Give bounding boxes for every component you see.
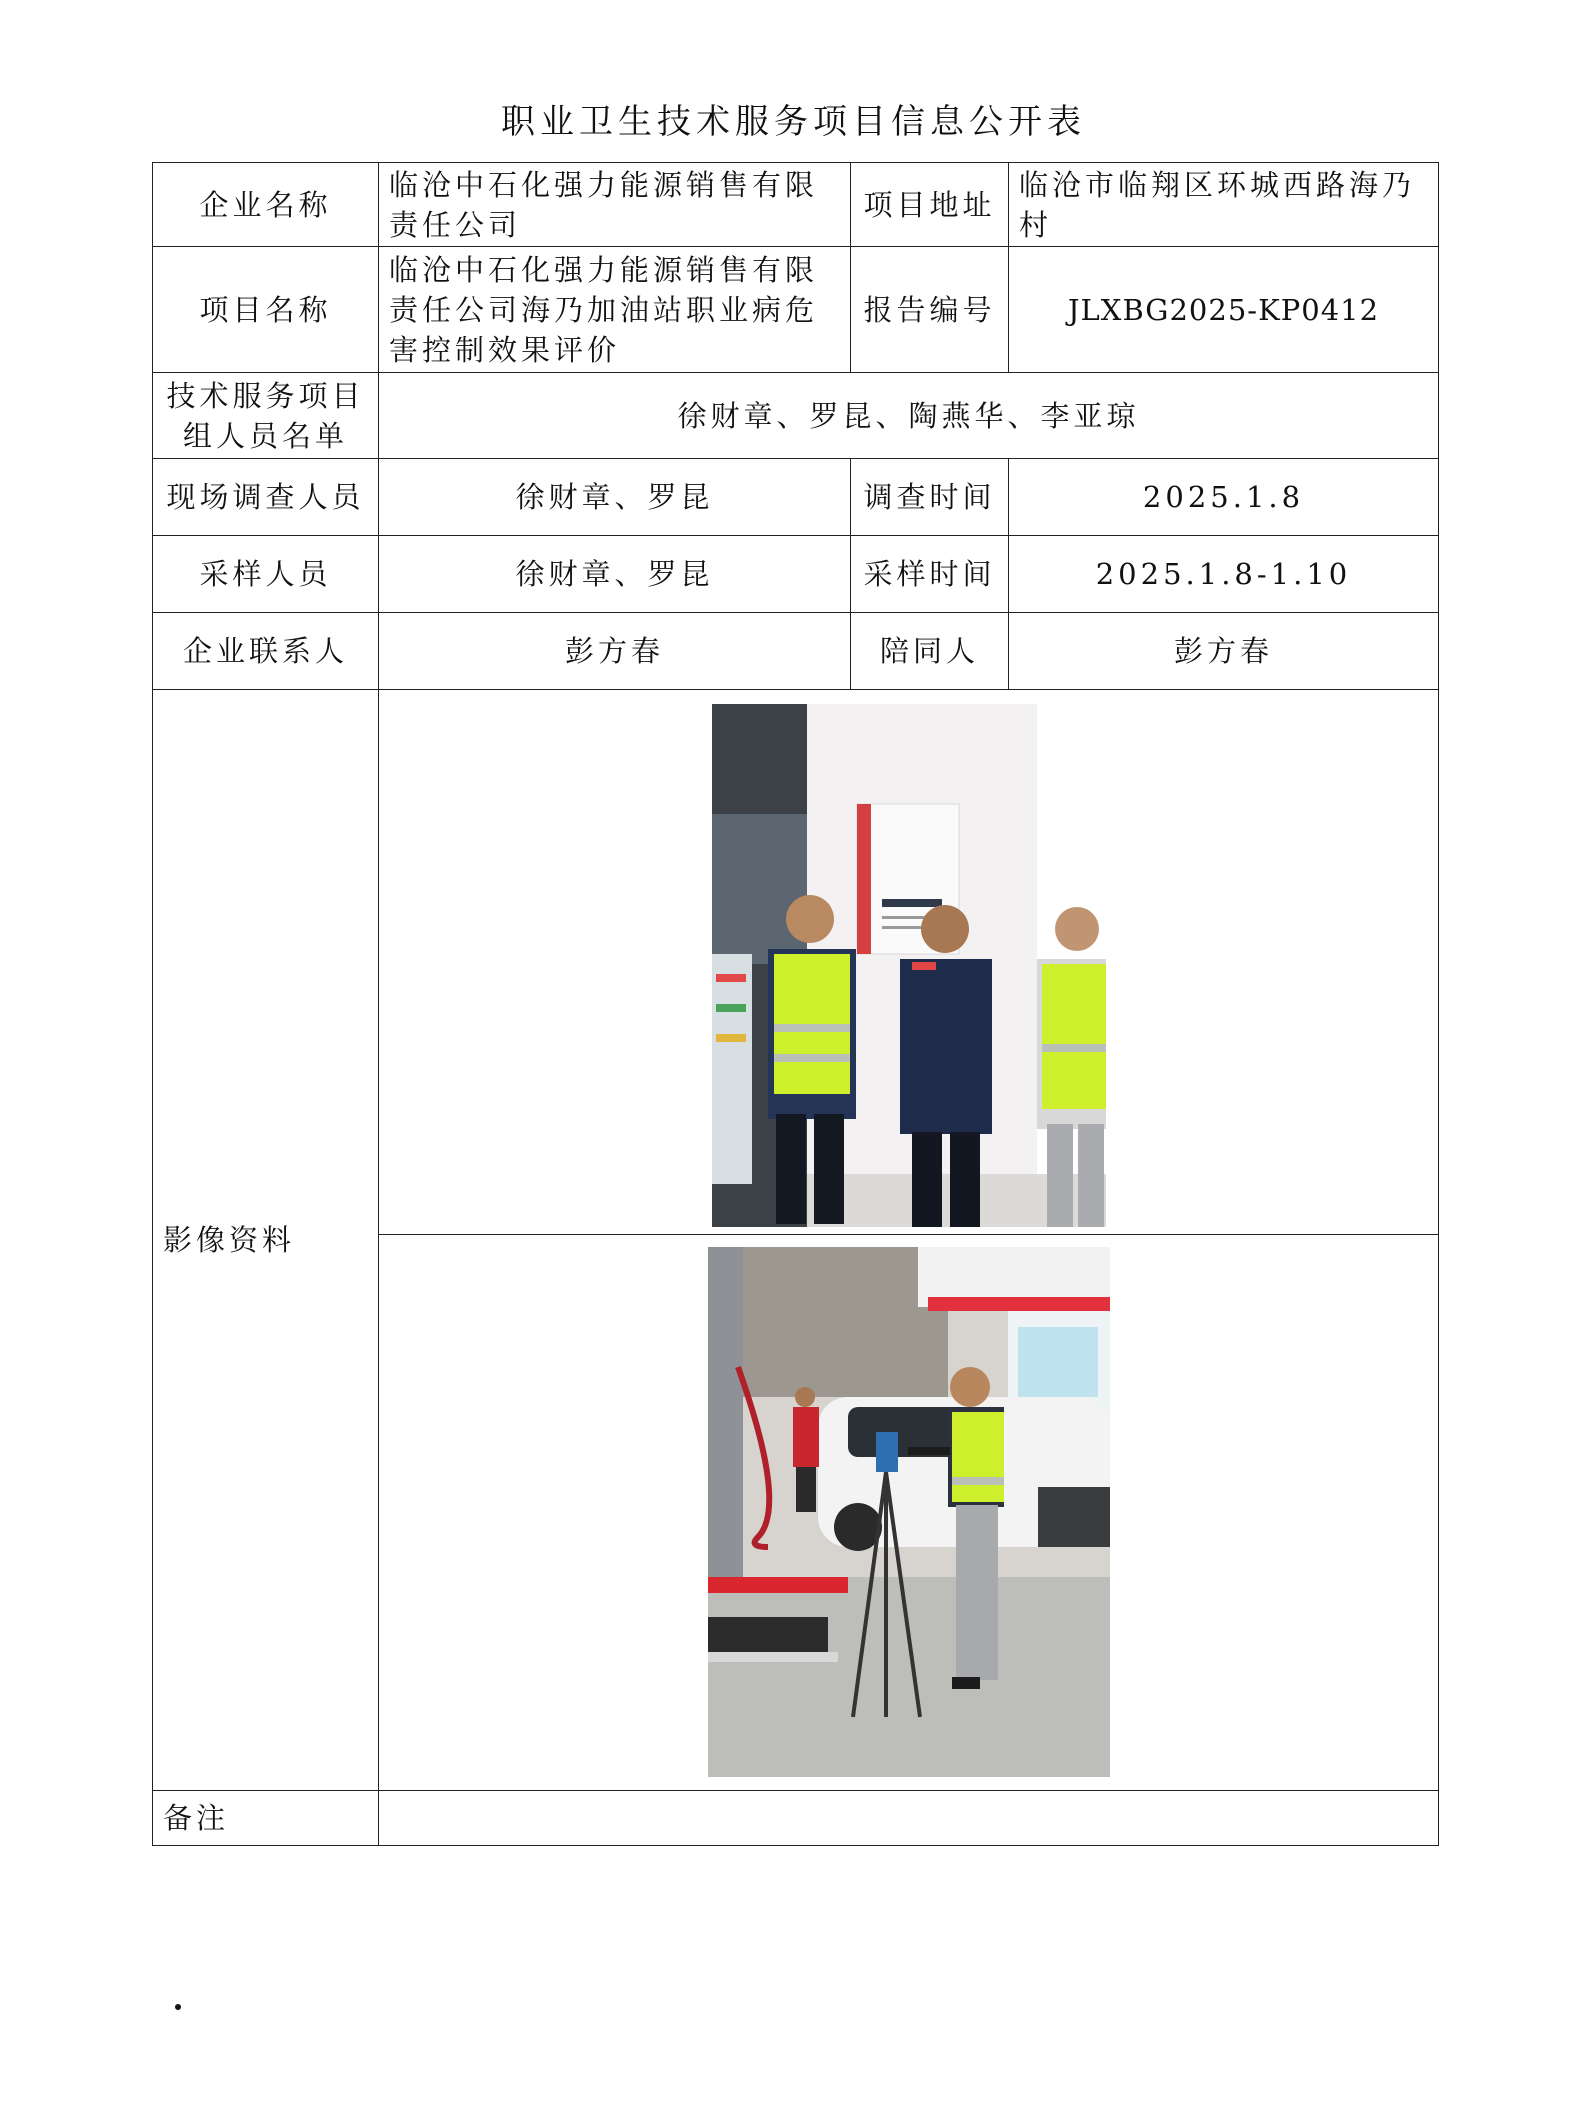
table-row (153, 1791, 1439, 1846)
image-data-label: 影像资料 (153, 690, 379, 1791)
team-list-value: 徐财章、罗昆、陶燕华、李亚琼 (379, 373, 1439, 459)
company-contact-value: 彭方春 (379, 613, 851, 690)
remarks-value (379, 1791, 1439, 1846)
project-name-value: 临沧中石化强力能源销售有限责任公司海乃加油站职业病危害控制效果评价 (379, 247, 851, 373)
sampling-measurement-photo (708, 1247, 1110, 1777)
survey-staff-label: 现场调查人员 (153, 459, 379, 536)
survey-time-label: 调查时间 (851, 459, 1009, 536)
table-row (153, 690, 1439, 1235)
table-row (153, 163, 1439, 247)
report-number-value: JLXBG2025-KP0412 (1009, 247, 1439, 373)
table-row (153, 536, 1439, 613)
table-row (153, 459, 1439, 536)
bullet-dot (175, 2004, 181, 2010)
table-row (153, 373, 1439, 459)
company-name-label: 企业名称 (153, 163, 379, 247)
sampling-time-value: 2025.1.8-1.10 (1009, 536, 1439, 613)
project-name-label: 项目名称 (153, 247, 379, 373)
page-title: 职业卫生技术服务项目信息公开表 (501, 102, 1086, 142)
escort-value: 彭方春 (1009, 613, 1439, 690)
team-list-label: 技术服务项目组人员名单 (153, 373, 379, 459)
report-number-label: 报告编号 (851, 247, 1009, 373)
sampling-staff-label: 采样人员 (153, 536, 379, 613)
site-survey-group-photo (712, 704, 1106, 1227)
escort-label: 陪同人 (851, 613, 1009, 690)
survey-staff-value: 徐财章、罗昆 (379, 459, 851, 536)
company-contact-label: 企业联系人 (153, 613, 379, 690)
photo-cell-2 (379, 1235, 1439, 1791)
photo-cell-1 (379, 690, 1439, 1235)
sampling-time-label: 采样时间 (851, 536, 1009, 613)
remarks-label: 备注 (153, 1791, 379, 1846)
table-row (153, 247, 1439, 373)
survey-time-value: 2025.1.8 (1009, 459, 1439, 536)
project-address-label: 项目地址 (851, 163, 1009, 247)
sampling-staff-value: 徐财章、罗昆 (379, 536, 851, 613)
info-table (152, 162, 1439, 1846)
table-row (153, 613, 1439, 690)
company-name-value: 临沧中石化强力能源销售有限责任公司 (379, 163, 851, 247)
project-address-value: 临沧市临翔区环城西路海乃村 (1009, 163, 1439, 247)
